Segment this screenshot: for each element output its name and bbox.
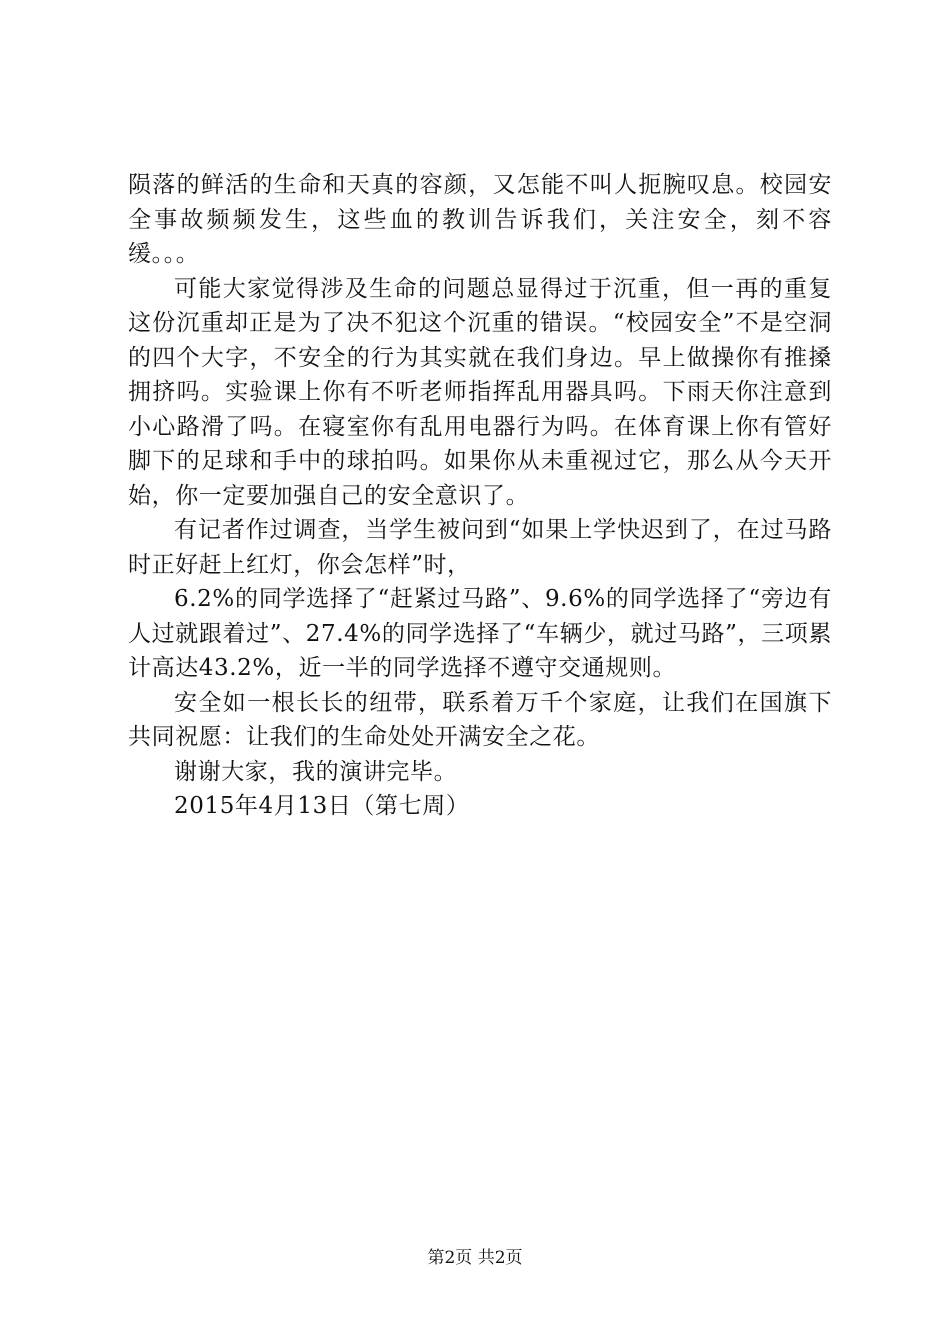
paragraph-3: 有记者作过调查，当学生被问到“如果上学快迟到了，在过马路时正好赶上红灯，你会怎样”时，: [128, 517, 832, 578]
paragraph-4: 6.2%的同学选择了“赶紧过马路”、9.6%的同学选择了“旁边有人过就跟着过”、27.4%的同学选择了“车辆少，就过马路”，三项累计高达43.2%，近一半的同学选择不遵守交通规则。: [128, 586, 832, 681]
page-footer: 第2页 共2页: [427, 1248, 523, 1268]
date-line: 2015年4月13日（第七周）: [174, 793, 470, 819]
paragraph-2: 可能大家觉得涉及生命的问题总显得过于沉重，但一再的重复这份沉重却正是为了决不犯这个沉重的错误。“校园安全”不是空洞的四个大字，不安全的行为其实就在我们身边。早上做操你有推搡拥挤吗。实验课上你有不听老师指挥乱用器具吗。下雨天你注意到小心路滑了吗。在寝室你有乱用电器行为吗。在体育课上你有管好脚下的足球和手中的球拍吗。如果你从未重视过它，那么从今天开始，你一定要加强自己的安全意识了。: [128, 275, 832, 509]
paragraph-5: 安全如一根长长的纽带，联系着万千个家庭，让我们在国旗下共同祝愿：让我们的生命处处开满安全之花。: [128, 689, 832, 750]
paragraph-1: 陨落的鲜活的生命和天真的容颜，又怎能不叫人扼腕叹息。校园安全事故频频发生，这些血的教训告诉我们，关注安全，刻不容缓。。。: [128, 172, 832, 267]
closing-remark: 谢谢大家，我的演讲完毕。: [174, 758, 458, 785]
document-body: [128, 168, 832, 824]
